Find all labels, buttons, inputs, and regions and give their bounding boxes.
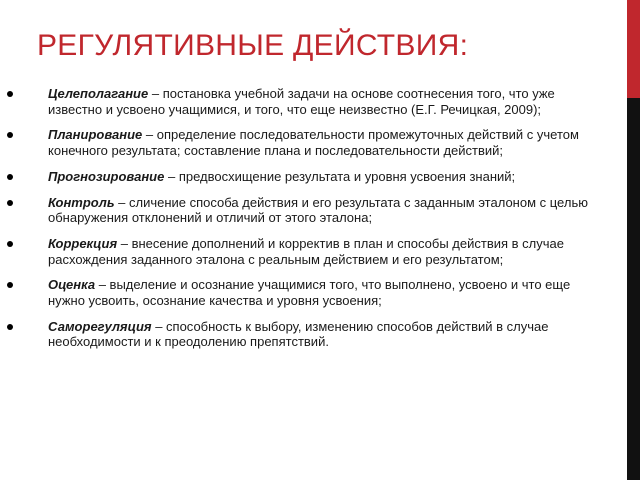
bullet-text: – выделение и осознание учащимися того, что выполнено, усвоено и что еще нужно усвоить, осознание качества и уровня усвоения;: [48, 277, 571, 309]
bullet-term: Планирование: [48, 127, 143, 143]
bullet-item: [0, 195, 600, 226]
bullet-term: Прогнозирование: [48, 168, 165, 184]
bullet-text: – постановка учебной задачи на основе соотнесения того, что уже известно и усвоено учащимися, и того, что еще неизвестно (Е.Г. Речицкая, 2009);: [48, 86, 555, 117]
bullet-dot-icon: [7, 241, 13, 247]
bullet-text: – предвосхищение результата и уровня усвоения знаний;: [164, 168, 516, 184]
bullet-text: – определение последовательности промежуточных действий с учетом конечного результата; составление плана и последовательности действий;: [48, 127, 579, 159]
bullet-item: [0, 319, 600, 350]
bullet-item: [0, 236, 600, 267]
bullet-item: [0, 86, 600, 117]
bullet-dot-icon: [7, 324, 13, 330]
bullet-dot-icon: [7, 282, 13, 288]
bullet-item: [0, 277, 600, 308]
bullet-term: Оценка: [48, 277, 96, 293]
bullet-dot-icon: [7, 91, 13, 97]
bullet-dot-icon: [7, 132, 13, 138]
bullet-item: [0, 169, 600, 185]
bullet-dot-icon: [7, 174, 13, 180]
bullet-text: – способность к выбору, изменению способов действий в случае необходимости и к преодолению препятствий.: [48, 318, 549, 350]
slide-title: РЕГУЛЯТИВНЫЕ ДЕЙСТВИЯ:: [37, 29, 469, 62]
bullet-term: Коррекция: [48, 235, 118, 251]
accent-bar-red: [627, 0, 640, 98]
bullet-text: – внесение дополнений и корректив в план и способы действия в случае расхождения заданного эталона с реальным действием и его результатом;: [48, 235, 564, 267]
bullet-text: – сличение способа действия и его результата с заданным эталоном с целью обнаружения отклонений и отличий от этого эталона;: [48, 194, 588, 226]
bullet-dot-icon: [7, 200, 13, 206]
bullet-term: Контроль: [48, 194, 115, 210]
bullet-item: [0, 127, 600, 158]
bullet-list: [0, 86, 600, 360]
bullet-term: Целеполагание: [48, 86, 149, 101]
accent-bar-dark: [627, 98, 640, 480]
bullet-term: Саморегуляция: [48, 318, 152, 334]
